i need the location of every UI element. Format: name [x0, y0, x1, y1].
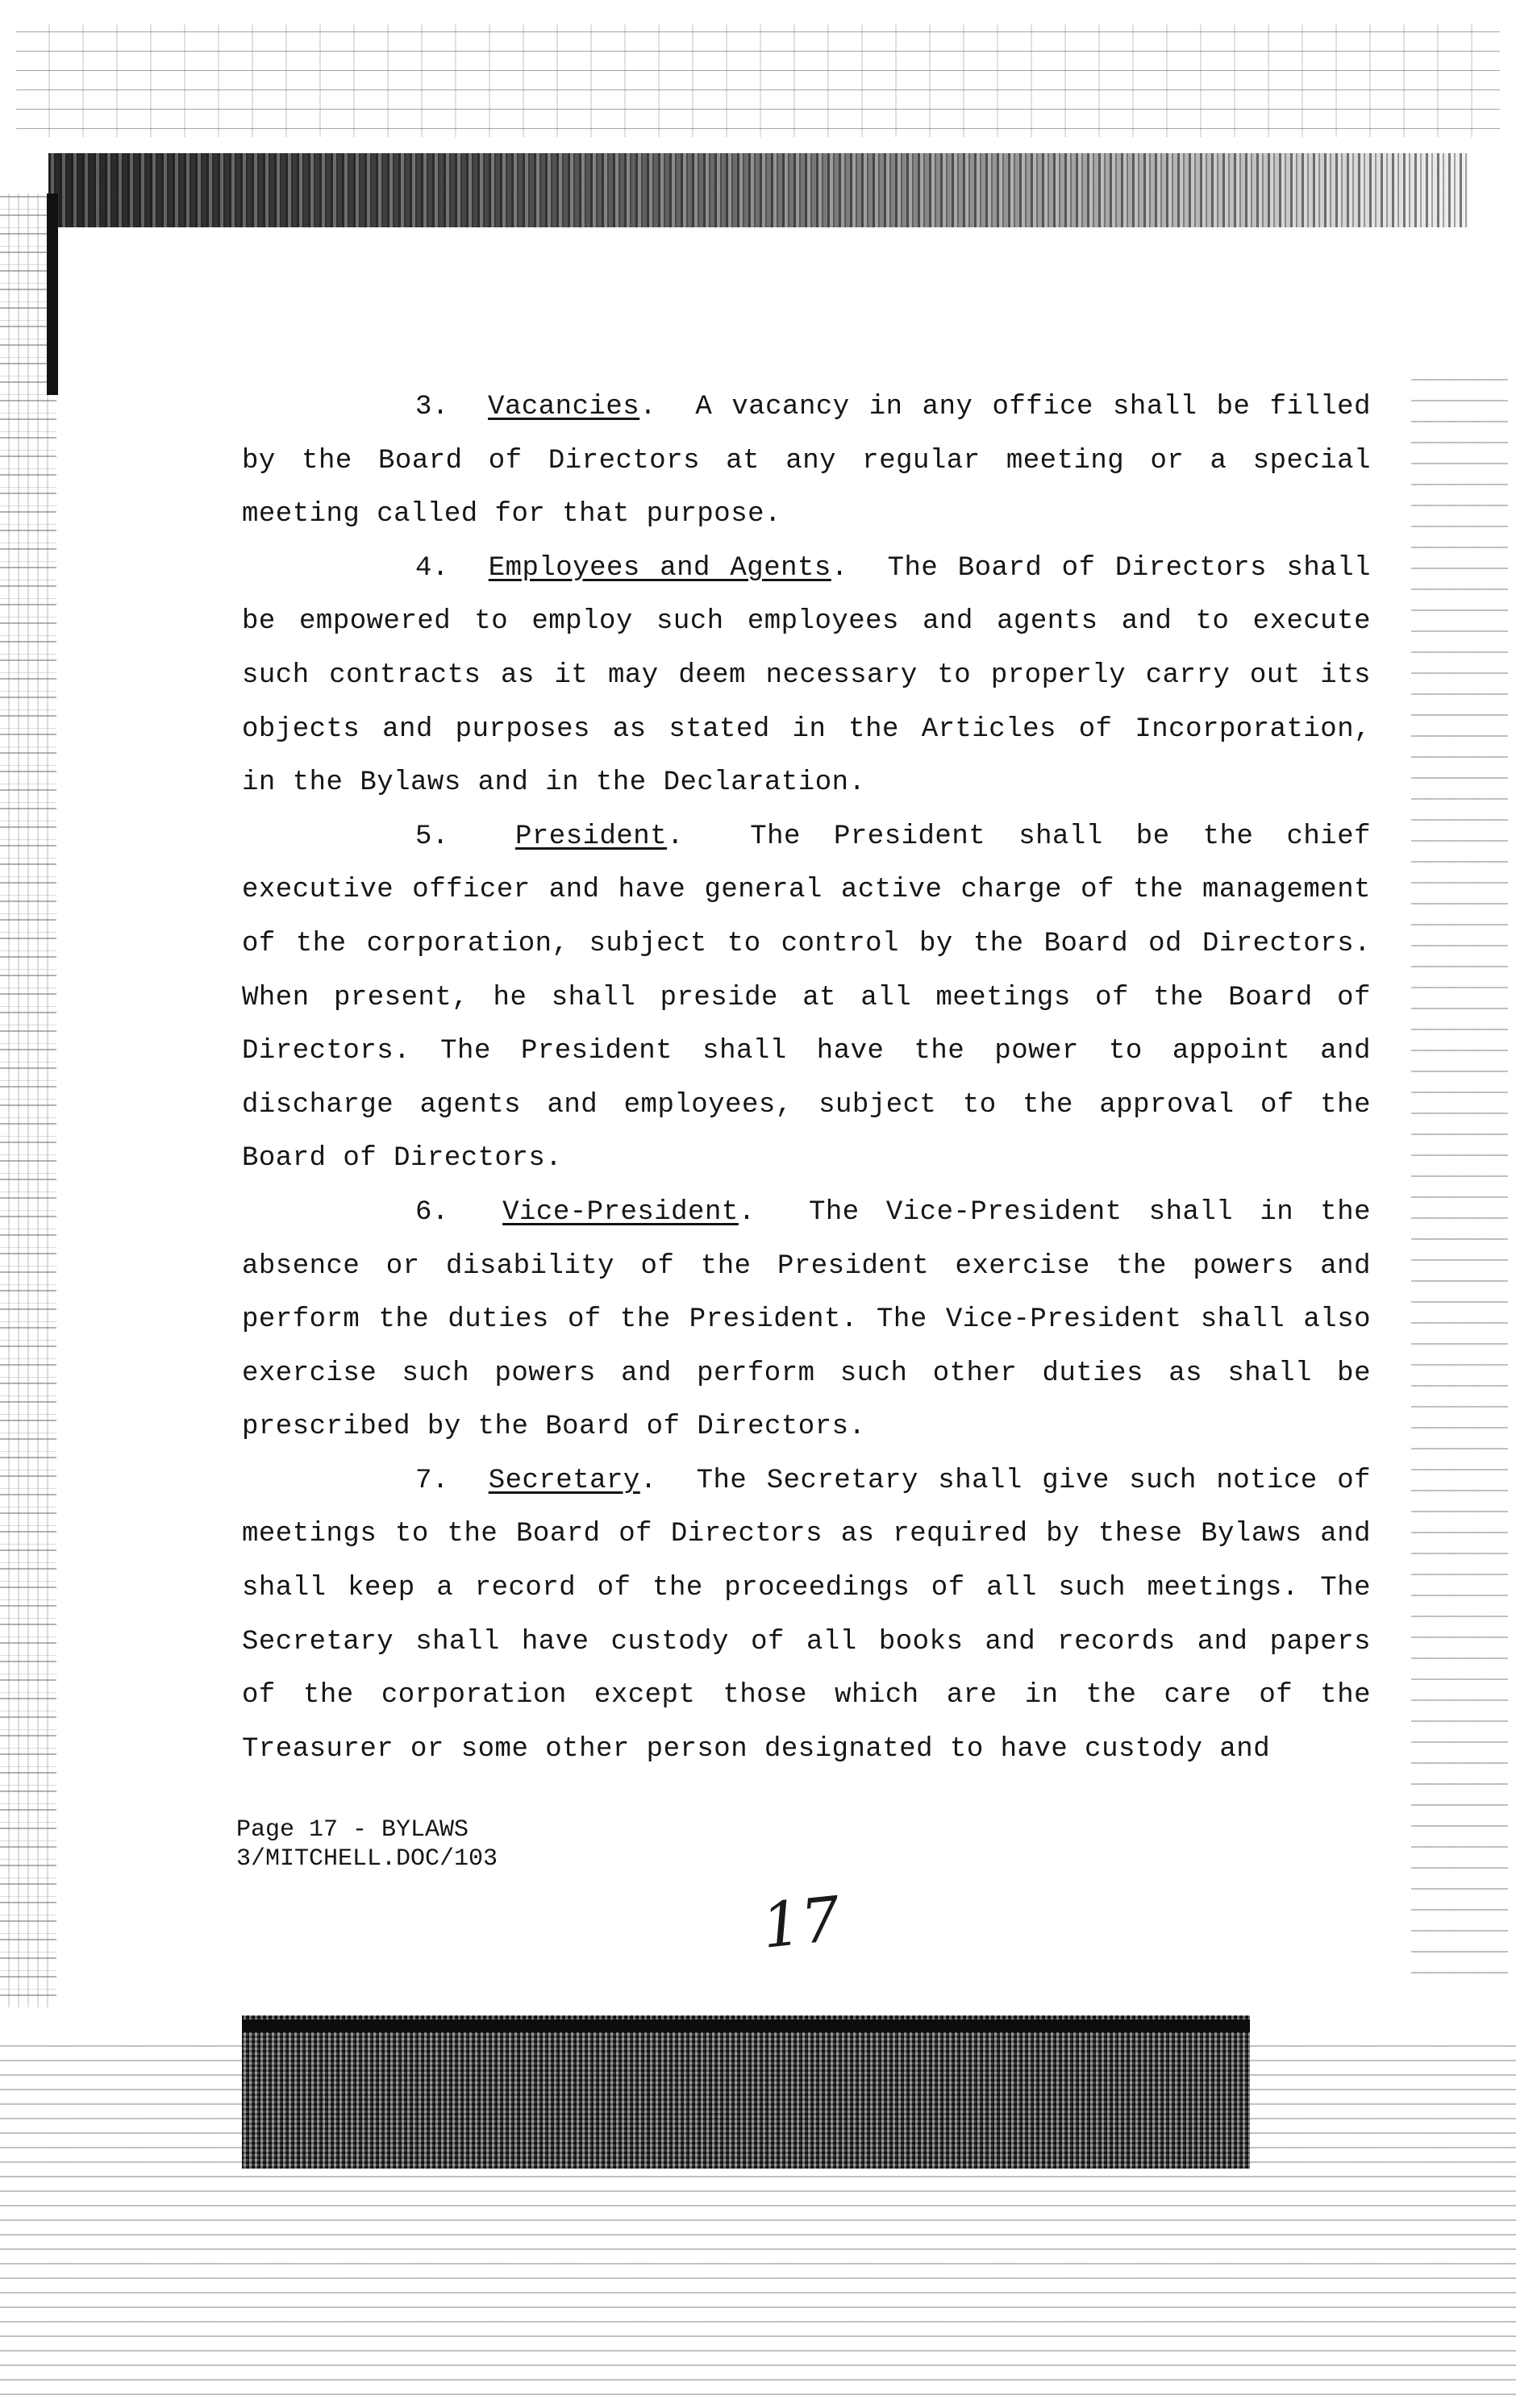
- scan-noise-top: [16, 24, 1500, 137]
- section-number: 6.: [415, 1196, 449, 1228]
- scan-noise-left-block: [47, 193, 58, 395]
- scan-noise-bottom-band: [242, 2015, 1250, 2169]
- section-number: 7.: [415, 1465, 449, 1496]
- section-text: The Secretary shall give such notice of meetings to the Board of Directors as required by these Bylaws and shall keep a record of the proceedings of all such meetings. The Secretary shall have custody of all books and records and papers of the corporation except those which are in the care of the Treasurer or some other person designated to have custody and: [242, 1465, 1372, 1765]
- footer-page-label: Page 17 - BYLAWS: [236, 1816, 469, 1844]
- page-footer: [236, 1815, 498, 1874]
- footer-doc-ref: 3/MITCHELL.DOC/103: [236, 1845, 498, 1873]
- section-number: 5.: [415, 821, 449, 852]
- section-vacancies: 3. Vacancies. A vacancy in any office shall be filled by the Board of Directors at any regular meeting or a special meeting called for that purpose.: [242, 392, 1371, 530]
- scan-noise-right-margin: [1411, 371, 1508, 1983]
- section-heading: Employees and Agents: [488, 552, 831, 584]
- section-text: A vacancy in any office shall be filled by the Board of Directors at any regular meeting or a special meeting called for that purpose.: [242, 392, 1371, 530]
- section-employees-agents: 4. Employees and Agents. The Board of Directors shall be empowered to employ such employees and agents and to execute such contracts as it may deem necessary to properly carry out its objects and purposes as stated in the Articles of Incorporation, in the Bylaws and in the Declaration.: [242, 552, 1371, 799]
- bylaws-body: [242, 381, 1371, 1776]
- section-text: The Vice-President shall in the absence or disability of the President exercise the powers and perform the duties of the President. The Vice-President shall also exercise such powers and perform such other duties as shall be prescribed by the Board of Directors.: [242, 1196, 1371, 1443]
- section-heading: Vice-President: [502, 1196, 739, 1228]
- section-number: 4.: [415, 552, 449, 584]
- section-heading: President: [514, 821, 668, 852]
- scan-noise-left-margin: [0, 193, 56, 2007]
- section-heading: Secretary: [488, 1465, 640, 1496]
- section-text: The President shall be the chief executive officer and have general active charge of the management of the corporation, subject to control by the Board od Directors. When present, he shall preside at all meetings of the Board of Directors. The President shall have the power to appoint and discharge agents and employees, subject to the approval of the Board of Directors.: [242, 821, 1372, 1175]
- handwritten-page-number: 17: [758, 1882, 844, 1962]
- section-number: 3.: [415, 392, 449, 422]
- section-president: 5. President. The President shall be the chief executive officer and have general active charge of the management of the corporation, subject to control by the Board od Directors. When present, he shall preside at all meetings of the Board of Directors. The President shall have the power to appoint and discharge agents and employees, subject to the approval of the Board of Directors.: [242, 821, 1372, 1175]
- scan-noise-bottom-bar: [242, 2019, 1250, 2032]
- section-text: The Board of Directors shall be empowered to employ such employees and agents and to execute such contracts as it may deem necessary to properly carry out its objects and purposes as stated in the Articles of Incorporation, in the Bylaws and in the Declaration.: [242, 552, 1371, 799]
- section-secretary: 7. Secretary. The Secretary shall give such notice of meetings to the Board of Directors as required by these Bylaws and shall keep a record of the proceedings of all such meetings. The Secretary shall have custody of all books and records and papers of the corporation except those which are in the care of the Treasurer or some other person designated to have custody and: [242, 1465, 1372, 1765]
- scan-noise-header-band: [48, 153, 1468, 227]
- section-vice-president: 6. Vice-President. The Vice-President shall in the absence or disability of the President exercise the powers and perform the duties of the President. The Vice-President shall also exercise such powers and perform such other duties as shall be prescribed by the Board of Directors.: [242, 1196, 1371, 1443]
- section-heading: Vacancies: [488, 392, 640, 422]
